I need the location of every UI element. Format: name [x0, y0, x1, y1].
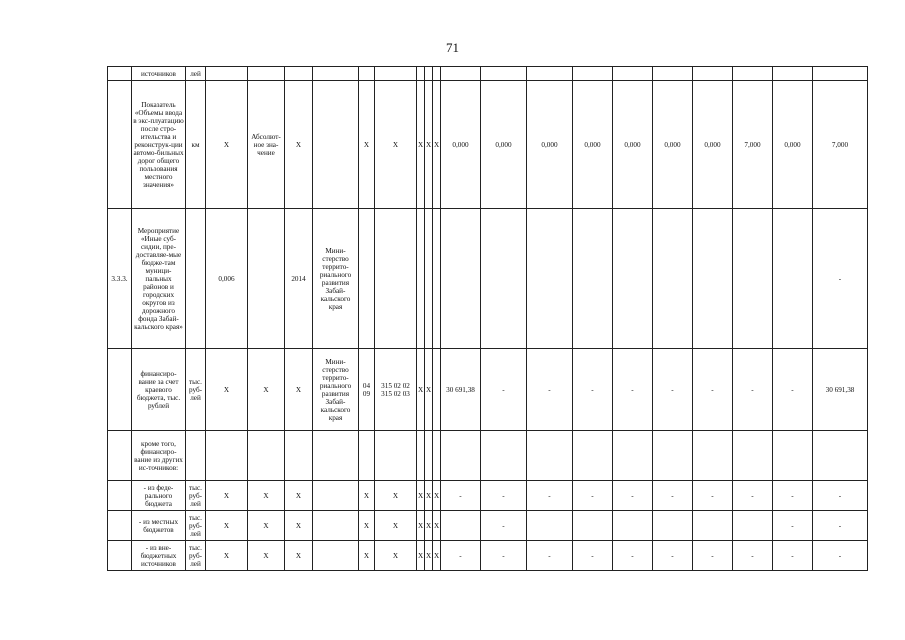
value-cell: - — [773, 481, 813, 511]
value-cell — [527, 511, 573, 541]
cell-c0 — [108, 81, 132, 209]
cell-c12 — [441, 209, 481, 349]
cell-c9 — [433, 349, 441, 431]
value-cell: - — [573, 481, 613, 511]
cell-c11: X — [425, 511, 433, 541]
cell-c4: X — [248, 541, 285, 571]
cell-c5: X — [285, 349, 313, 431]
cell-c4: X — [248, 481, 285, 511]
cell-unit: тыс. руб-лей — [186, 511, 206, 541]
value-cell: 7,000 — [813, 81, 868, 209]
value-cell: - — [527, 349, 573, 431]
cell-label: Показатель «Объемы ввода в экс-плуатацию после стро-ительства и реконструк-ции автомо-бильных дорог общего пользования местного значения» — [132, 81, 186, 209]
value-cell: - — [653, 349, 693, 431]
cell-c0 — [108, 481, 132, 511]
value-cell: - — [481, 349, 527, 431]
cell-c10 — [417, 209, 425, 349]
cell-unit — [186, 209, 206, 349]
cell-c8: X — [375, 541, 417, 571]
value-cell — [733, 511, 773, 541]
value-cell — [613, 209, 653, 349]
cell-c10 — [417, 431, 425, 481]
cell-c10 — [417, 67, 425, 81]
value-cell — [481, 209, 527, 349]
cell-c12: - — [441, 541, 481, 571]
value-cell — [653, 67, 693, 81]
value-cell: - — [527, 481, 573, 511]
cell-c12 — [441, 67, 481, 81]
value-cell — [773, 209, 813, 349]
cell-unit — [186, 431, 206, 481]
value-cell: 0,000 — [573, 81, 613, 209]
value-cell — [613, 511, 653, 541]
value-cell — [573, 431, 613, 481]
cell-unit: тыс. руб-лей — [186, 349, 206, 431]
cell-c7 — [359, 209, 375, 349]
value-cell: 0,000 — [481, 81, 527, 209]
value-cell — [693, 67, 733, 81]
value-cell — [773, 431, 813, 481]
cell-c6 — [313, 81, 359, 209]
value-cell — [773, 67, 813, 81]
cell-c7: X — [359, 81, 375, 209]
cell-c4: X — [248, 511, 285, 541]
cell-c8: X — [375, 511, 417, 541]
cell-c7: X — [359, 541, 375, 571]
cell-c3: X — [206, 541, 248, 571]
cell-c4 — [248, 431, 285, 481]
value-cell — [733, 67, 773, 81]
cell-c6 — [313, 481, 359, 511]
cell-c3: X — [206, 511, 248, 541]
cell-unit: тыс. руб-лей — [186, 481, 206, 511]
cell-c3: X — [206, 349, 248, 431]
cell-c10: X — [417, 481, 425, 511]
table-row-extra — [108, 541, 868, 571]
value-cell — [733, 431, 773, 481]
value-cell: - — [573, 541, 613, 571]
cell-c12: - — [441, 481, 481, 511]
cell-c8 — [375, 67, 417, 81]
value-cell: - — [813, 481, 868, 511]
cell-unit: км — [186, 81, 206, 209]
value-cell: 7,000 — [733, 81, 773, 209]
cell-c4 — [248, 67, 285, 81]
value-cell — [813, 431, 868, 481]
cell-c11 — [425, 431, 433, 481]
cell-c9: X — [433, 81, 441, 209]
cell-c10: X — [417, 511, 425, 541]
cell-c5 — [285, 67, 313, 81]
value-cell: 0,000 — [773, 81, 813, 209]
value-cell: - — [773, 349, 813, 431]
value-cell: - — [481, 481, 527, 511]
value-cell: - — [693, 481, 733, 511]
cell-c7 — [359, 431, 375, 481]
cell-c5: X — [285, 511, 313, 541]
cell-c12 — [441, 431, 481, 481]
cell-c6 — [313, 511, 359, 541]
cell-c10: X — [417, 541, 425, 571]
cell-c6: Мини-стерство террито-риального развития Забай-кальского края — [313, 209, 359, 349]
value-cell: - — [653, 481, 693, 511]
value-cell — [653, 431, 693, 481]
cell-c3: 0,006 — [206, 209, 248, 349]
value-cell: - — [653, 541, 693, 571]
value-cell: 30 691,38 — [813, 349, 868, 431]
value-cell — [481, 67, 527, 81]
cell-c11: X — [425, 81, 433, 209]
cell-label: Мероприятие «Иные суб-сидии, пре-доставляе-мые бюдже-там муници-пальных районов и городских округов из дорожного фонда Забай-кальского края» — [132, 209, 186, 349]
value-cell: - — [773, 541, 813, 571]
table-row-besides — [108, 431, 868, 481]
cell-c0 — [108, 541, 132, 571]
cell-c10: X — [417, 81, 425, 209]
cell-c7: X — [359, 511, 375, 541]
cell-c11: X — [425, 481, 433, 511]
table-row-financing — [108, 349, 868, 431]
value-cell: - — [527, 541, 573, 571]
table-row-local — [108, 511, 868, 541]
cell-c4: Абсолют-ное зна-чение — [248, 81, 285, 209]
value-cell — [653, 209, 693, 349]
value-cell — [693, 511, 733, 541]
cell-c5: X — [285, 81, 313, 209]
cell-c9 — [433, 209, 441, 349]
value-cell — [653, 511, 693, 541]
value-cell — [693, 431, 733, 481]
cell-c12 — [441, 511, 481, 541]
cell-c12: 0,000 — [441, 81, 481, 209]
cell-c8: X — [375, 81, 417, 209]
value-cell — [573, 511, 613, 541]
value-cell — [693, 209, 733, 349]
value-cell — [573, 67, 613, 81]
cell-c0 — [108, 431, 132, 481]
value-cell: - — [613, 481, 653, 511]
cell-c9 — [433, 67, 441, 81]
cell-c8: X — [375, 481, 417, 511]
value-cell: - — [481, 541, 527, 571]
cell-c8 — [375, 209, 417, 349]
cell-label: источников — [132, 67, 186, 81]
cell-c3 — [206, 431, 248, 481]
cell-c5: 2014 — [285, 209, 313, 349]
cell-label: - из феде-рального бюджета — [132, 481, 186, 511]
cell-c9: X — [433, 541, 441, 571]
cell-c6 — [313, 431, 359, 481]
cell-unit: лей — [186, 67, 206, 81]
value-cell: - — [813, 511, 868, 541]
table-row-measure — [108, 209, 868, 349]
value-cell — [527, 67, 573, 81]
value-cell — [481, 431, 527, 481]
value-cell — [613, 67, 653, 81]
cell-c5: X — [285, 481, 313, 511]
value-cell — [613, 431, 653, 481]
table-row-сont — [108, 67, 868, 81]
value-cell: 0,000 — [653, 81, 693, 209]
page-number: 71 — [446, 40, 459, 55]
cell-c7: X — [359, 481, 375, 511]
value-cell: 0,000 — [613, 81, 653, 209]
value-cell: - — [813, 209, 868, 349]
cell-c3: X — [206, 81, 248, 209]
value-cell — [573, 209, 613, 349]
cell-label: кроме того, финансиро-вание из других ис-точников: — [132, 431, 186, 481]
value-cell: 0,000 — [693, 81, 733, 209]
value-cell — [813, 67, 868, 81]
value-cell: - — [693, 349, 733, 431]
cell-c0 — [108, 511, 132, 541]
cell-c10: X — [417, 349, 425, 431]
cell-c5: X — [285, 541, 313, 571]
cell-c5 — [285, 431, 313, 481]
cell-unit: тыс. руб-лей — [186, 541, 206, 571]
cell-c9 — [433, 431, 441, 481]
cell-c6 — [313, 541, 359, 571]
cell-c9: X — [433, 481, 441, 511]
value-cell — [527, 209, 573, 349]
table-row-indicator — [108, 81, 868, 209]
value-cell: - — [733, 349, 773, 431]
cell-c6 — [313, 67, 359, 81]
cell-c11: X — [425, 541, 433, 571]
cell-c7: 04 09 — [359, 349, 375, 431]
value-cell: - — [773, 511, 813, 541]
cell-c3: X — [206, 481, 248, 511]
cell-c0 — [108, 67, 132, 81]
cell-c4 — [248, 209, 285, 349]
value-cell: - — [613, 349, 653, 431]
value-cell — [733, 209, 773, 349]
value-cell: 0,000 — [527, 81, 573, 209]
value-cell: - — [693, 541, 733, 571]
cell-c11 — [425, 209, 433, 349]
value-cell: - — [613, 541, 653, 571]
value-cell: - — [733, 541, 773, 571]
value-cell: - — [813, 541, 868, 571]
cell-c6: Мини-стерство террито-риального развития Забай-кальского края — [313, 349, 359, 431]
value-cell: - — [481, 511, 527, 541]
cell-c0: 3.3.3. — [108, 209, 132, 349]
cell-c12: 30 691,38 — [441, 349, 481, 431]
cell-c11: X — [425, 349, 433, 431]
value-cell: - — [733, 481, 773, 511]
cell-c3 — [206, 67, 248, 81]
value-cell — [527, 431, 573, 481]
cell-c7 — [359, 67, 375, 81]
cell-c8 — [375, 431, 417, 481]
cell-c4: X — [248, 349, 285, 431]
cell-c8: 315 02 02 315 02 03 — [375, 349, 417, 431]
cell-c0 — [108, 349, 132, 431]
table-row-federal — [108, 481, 868, 511]
cell-c9: X — [433, 511, 441, 541]
cell-c11 — [425, 67, 433, 81]
cell-label: финансиро-вание за счет краевого бюджета, тыс. рублей — [132, 349, 186, 431]
cell-label: - из вне-бюджетных источников — [132, 541, 186, 571]
program-table — [107, 66, 868, 571]
value-cell: - — [573, 349, 613, 431]
cell-label: - из местных бюджетов — [132, 511, 186, 541]
